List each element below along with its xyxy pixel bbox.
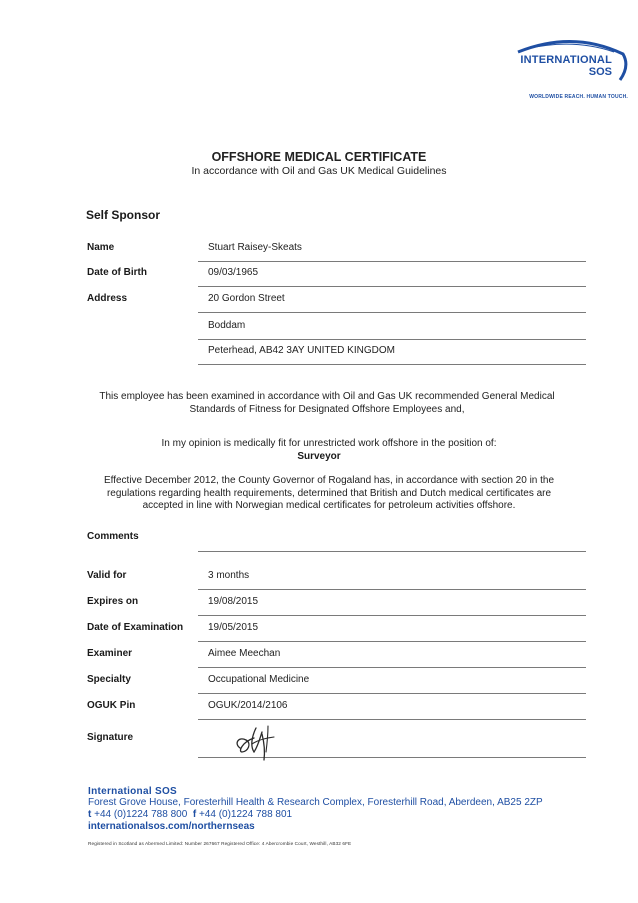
international-sos-logo [478, 36, 628, 112]
dob-value: 09/03/1965 [208, 267, 259, 278]
name-label: Name [87, 242, 115, 253]
specialty-underline [198, 693, 586, 694]
dob-label: Date of Birth [87, 267, 147, 278]
exam-date-row [0, 618, 638, 642]
address-line-2: Boddam [208, 320, 246, 331]
address-underline-1 [198, 312, 586, 313]
footer-company: International SOS [88, 786, 178, 797]
exam-date-value: 19/05/2015 [208, 622, 259, 633]
specialty-value: Occupational Medicine [208, 674, 310, 685]
address-line-3: Peterhead, AB42 3AY UNITED KINGDOM [208, 345, 395, 356]
examiner-row [0, 644, 638, 668]
position-value: Surveyor [297, 451, 341, 462]
valid-label: Valid for [87, 570, 127, 581]
expires-label: Expires on [87, 596, 139, 607]
address-row-1 [0, 289, 638, 313]
fax-prefix: f [192, 809, 197, 820]
name-row [0, 238, 638, 262]
exam-date-underline [198, 641, 586, 642]
pin-underline [198, 719, 586, 720]
dob-row [0, 263, 638, 287]
examiner-label: Examiner [87, 648, 133, 659]
examiner-underline [198, 667, 586, 668]
signature-row [0, 730, 638, 758]
address-row-2 [0, 316, 638, 340]
logo-tagline: WORLDWIDE REACH. HUMAN TOUCH. [529, 94, 628, 100]
examination-statement: This employee has been examined in accordance with Oil and Gas UK recommended General Medical Standards of Fitness for Designated Offshore Employees and, [99, 391, 555, 415]
pin-value: OGUK/2014/2106 [208, 700, 288, 711]
signature-label: Signature [87, 732, 134, 743]
footer-fax: +44 (0)1224 788 801 [198, 809, 293, 820]
address-underline-3 [198, 364, 586, 365]
certificate-title: OFFSHORE MEDICAL CERTIFICATE [211, 150, 427, 164]
address-underline-2 [198, 339, 586, 340]
footer-contact [88, 809, 608, 821]
sponsor-heading: Self Sponsor [86, 208, 161, 222]
comments-underline [198, 551, 586, 552]
valid-value: 3 months [208, 570, 250, 581]
specialty-label: Specialty [87, 674, 131, 685]
name-value: Stuart Raisey-Skeats [208, 242, 302, 253]
address-line-1: 20 Gordon Street [208, 293, 285, 304]
expires-row [0, 592, 638, 616]
dob-underline [198, 286, 586, 287]
logo-text-sos: SOS [588, 66, 612, 78]
handwritten-signature [232, 722, 292, 764]
footer-registration: Registered in Scotland as Abermed Limited: Number 267667 Registered Office: 4 Abercrombie Court, Westhill, AB32 6FE [88, 841, 352, 846]
name-underline [198, 261, 586, 262]
certificate-subtitle: In accordance with Oil and Gas UK Medical Guidelines [191, 165, 447, 177]
comments-line-row [0, 528, 638, 552]
specialty-row [0, 670, 638, 694]
fitness-statement: In my opinion is medically fit for unrestricted work offshore in the position of: [161, 438, 497, 449]
logo-text-international: INTERNATIONAL [520, 54, 612, 66]
examiner-value: Aimee Meechan [208, 648, 281, 659]
valid-underline [198, 589, 586, 590]
footer-website-link[interactable]: internationalsos.com/northernseas [88, 821, 255, 832]
valid-row [0, 566, 638, 590]
pin-label: OGUK Pin [87, 700, 136, 711]
rogaland-statement: Effective December 2012, the County Governor of Rogaland has, in accordance with section 20 in the regulations regarding health requirements, determined that British and Dutch medical certificates are accepted in line with Norwegian medical certificates for petroleum activities offshore. [103, 475, 555, 511]
comments-label: Comments [87, 531, 139, 542]
pin-row [0, 696, 638, 720]
exam-date-label: Date of Examination [87, 622, 184, 633]
address-label: Address [87, 293, 128, 304]
footer-block [88, 786, 608, 832]
phone-prefix: t [88, 809, 92, 820]
address-row-3 [0, 341, 638, 365]
expires-value: 19/08/2015 [208, 596, 259, 607]
footer-phone: +44 (0)1224 788 800 [94, 809, 188, 820]
footer-address: Forest Grove House, Foresterhill Health & Research Complex, Foresterhill Road, Aberdeen, AB25 2ZP [88, 797, 543, 808]
expires-underline [198, 615, 586, 616]
